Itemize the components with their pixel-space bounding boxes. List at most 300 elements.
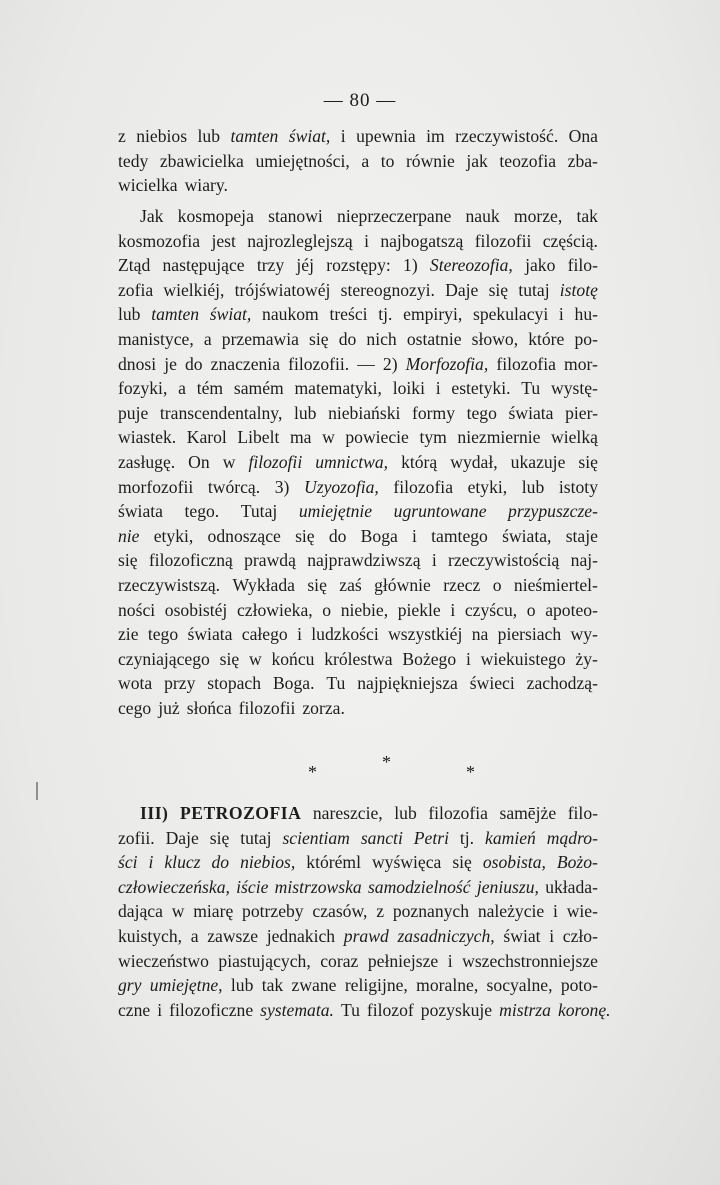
word: niebios bbox=[136, 126, 188, 146]
word: tym bbox=[419, 427, 447, 448]
text-line bbox=[118, 524, 598, 549]
text-line bbox=[118, 998, 611, 1023]
divider-star: * bbox=[308, 762, 317, 782]
word: następujące bbox=[162, 255, 245, 276]
word: Ona bbox=[568, 126, 598, 146]
text-line bbox=[118, 671, 598, 696]
word: III) bbox=[140, 803, 169, 823]
word: a bbox=[203, 328, 212, 349]
word: o bbox=[322, 599, 332, 620]
word: estetyki. bbox=[451, 378, 511, 399]
word: rzecz bbox=[443, 574, 481, 595]
word: zawsze bbox=[207, 925, 259, 946]
word: ugruntowane bbox=[393, 501, 487, 522]
word: fozyki, bbox=[118, 378, 168, 399]
word: moralne, bbox=[416, 975, 479, 996]
word: Bożego bbox=[402, 648, 457, 669]
text-line bbox=[118, 850, 598, 875]
word: filo- bbox=[567, 803, 598, 823]
word: staje bbox=[565, 525, 598, 546]
word: tamten bbox=[230, 126, 279, 146]
word: prawd bbox=[343, 925, 389, 946]
word: osobista, bbox=[482, 852, 546, 873]
word: i bbox=[447, 950, 453, 971]
word: trójświatowéj bbox=[234, 279, 331, 300]
word: formy bbox=[412, 402, 455, 423]
word: układa- bbox=[545, 876, 598, 897]
word: ści bbox=[118, 852, 138, 873]
word: człowieka, bbox=[236, 599, 313, 620]
text-line bbox=[118, 376, 598, 401]
text-line bbox=[118, 499, 598, 524]
word: się bbox=[118, 550, 138, 571]
word: filozofii bbox=[238, 697, 296, 718]
divider-star: * bbox=[466, 762, 475, 782]
word: nieprzeczerpane bbox=[337, 206, 452, 226]
word: rzeczywistszą. bbox=[118, 574, 221, 595]
word: tj. bbox=[378, 304, 393, 325]
word: wicielka bbox=[118, 175, 178, 196]
word: zaś bbox=[339, 574, 362, 595]
text-line bbox=[118, 598, 598, 623]
word: w bbox=[171, 901, 185, 922]
word: wiary. bbox=[184, 175, 228, 196]
word: któréml bbox=[306, 852, 361, 873]
word: i bbox=[553, 901, 558, 922]
word: wota bbox=[118, 673, 153, 694]
word: ludzkości bbox=[311, 624, 379, 645]
word: o bbox=[526, 599, 536, 620]
word: istotę bbox=[559, 279, 598, 300]
word: świata bbox=[187, 624, 233, 645]
word: tj. bbox=[459, 827, 475, 848]
word: tego bbox=[466, 402, 497, 423]
word: czło- bbox=[562, 925, 598, 946]
word: do bbox=[328, 525, 347, 546]
text-line bbox=[118, 647, 598, 672]
text-line bbox=[118, 949, 598, 974]
text-line bbox=[118, 450, 598, 475]
word: zwane bbox=[291, 975, 337, 996]
word: już bbox=[158, 697, 180, 718]
word: pier- bbox=[565, 402, 598, 423]
word: wie- bbox=[566, 901, 598, 922]
word: się bbox=[452, 852, 472, 873]
text-line bbox=[118, 801, 598, 826]
word: zachodzą- bbox=[526, 673, 598, 694]
word: hu- bbox=[574, 304, 598, 325]
word: słońca bbox=[186, 697, 232, 718]
word: znaczenia bbox=[210, 353, 281, 374]
word: świat, bbox=[288, 126, 331, 146]
text-line bbox=[118, 327, 598, 352]
word: Boga. bbox=[272, 673, 315, 694]
word: jeniuszu, bbox=[476, 876, 539, 897]
word: mądro- bbox=[546, 827, 598, 848]
word: prawdą bbox=[244, 550, 296, 571]
word: tém bbox=[196, 378, 224, 399]
word: etyki, bbox=[467, 476, 508, 497]
text-line bbox=[118, 124, 598, 149]
word: tedy bbox=[118, 150, 149, 171]
word: i bbox=[157, 999, 163, 1020]
word: zorza. bbox=[302, 697, 345, 718]
word: Tu bbox=[326, 673, 346, 694]
word: je bbox=[164, 353, 177, 374]
word: PETROZOFIA bbox=[179, 803, 302, 823]
word: filozofia bbox=[393, 476, 453, 497]
word: Jak bbox=[140, 206, 164, 226]
word: Petri bbox=[413, 827, 449, 848]
word: i bbox=[435, 378, 441, 399]
word: zofii. bbox=[118, 827, 155, 848]
word: pełniejsze bbox=[367, 950, 439, 971]
word: 2) bbox=[382, 353, 398, 374]
word: umnictwa, bbox=[315, 451, 389, 472]
word: mistrzowska bbox=[274, 876, 362, 897]
word: do bbox=[185, 353, 203, 374]
text-line bbox=[118, 253, 598, 278]
word: człowieczeńska, bbox=[118, 876, 230, 897]
word: zasługę. bbox=[118, 451, 176, 472]
word: zbawicielka bbox=[159, 150, 244, 171]
word: socyalne, bbox=[486, 975, 553, 996]
word: twórcą. bbox=[207, 476, 261, 497]
word: przypuszcze- bbox=[508, 501, 598, 522]
word: ży- bbox=[575, 648, 598, 669]
word: filozofii. bbox=[288, 353, 350, 374]
paragraph-1 bbox=[118, 124, 598, 198]
word: Tutaj bbox=[240, 501, 278, 522]
word: pozyskuje bbox=[420, 999, 493, 1020]
word: mistrza bbox=[499, 999, 551, 1020]
word: lub bbox=[394, 803, 417, 823]
margin-mark bbox=[36, 782, 38, 800]
word: czyniającego bbox=[118, 648, 210, 669]
word: samējże bbox=[499, 803, 557, 823]
word: i bbox=[431, 550, 437, 571]
word: świat bbox=[503, 925, 541, 946]
word: naukom bbox=[262, 304, 319, 325]
word: upewnia bbox=[356, 126, 416, 146]
word: powiecie bbox=[345, 427, 409, 448]
word: o bbox=[492, 574, 502, 595]
word: jednakich bbox=[266, 925, 336, 946]
word: zasadniczych, bbox=[397, 925, 495, 946]
word: Ztąd bbox=[118, 255, 151, 276]
word: filozofia bbox=[428, 803, 488, 823]
word: świat, bbox=[209, 304, 252, 325]
word: czyścu, bbox=[464, 599, 518, 620]
word: nich bbox=[366, 328, 397, 349]
word: filozofii bbox=[248, 451, 303, 472]
word: z bbox=[376, 901, 385, 922]
word: wielką bbox=[551, 427, 598, 448]
word: Stereozofia, bbox=[429, 255, 513, 276]
text-line bbox=[118, 875, 598, 900]
word: lub bbox=[118, 304, 141, 325]
word: systemata. bbox=[260, 999, 334, 1020]
word: słowo, bbox=[471, 328, 519, 349]
text-line bbox=[118, 204, 598, 229]
word: filozoficzne bbox=[169, 999, 254, 1020]
word: Uzyozofia, bbox=[304, 476, 379, 497]
paragraph-2 bbox=[118, 204, 598, 720]
text-line bbox=[118, 302, 598, 327]
word: wszechstronniejsze bbox=[462, 950, 598, 971]
word: wy- bbox=[570, 624, 598, 645]
word: samodzielność bbox=[367, 876, 471, 897]
word: filozofii bbox=[474, 230, 532, 251]
word: tutaj bbox=[240, 827, 272, 848]
word: to bbox=[380, 150, 395, 171]
word: Bożo- bbox=[556, 852, 598, 873]
word: wieczeństwo bbox=[118, 950, 209, 971]
word: lub bbox=[230, 975, 254, 996]
word: filozoficzną bbox=[148, 550, 233, 571]
word: Tu bbox=[521, 378, 541, 399]
word: stanowi bbox=[268, 206, 323, 226]
word: wiastek. bbox=[118, 427, 177, 448]
text-line bbox=[118, 278, 598, 303]
word: stopach bbox=[207, 673, 262, 694]
word: tego. bbox=[184, 501, 220, 522]
word: jak bbox=[466, 150, 488, 171]
word: gry bbox=[118, 975, 142, 996]
word: Wykłada bbox=[232, 574, 295, 595]
word: wszystkiéj bbox=[388, 624, 463, 645]
word: tamten bbox=[151, 304, 200, 325]
text-line bbox=[118, 899, 598, 924]
word: wiekuistego bbox=[480, 648, 566, 669]
text-line bbox=[118, 973, 598, 998]
word: i bbox=[549, 925, 555, 946]
word: mor- bbox=[564, 353, 598, 374]
word: rzeczywistością bbox=[447, 550, 560, 571]
text-line bbox=[118, 826, 598, 851]
word: się bbox=[578, 451, 598, 472]
text-line bbox=[118, 475, 598, 500]
word: świata bbox=[118, 501, 163, 522]
word: umiejętności, bbox=[255, 150, 350, 171]
word: filozofia bbox=[496, 353, 556, 374]
word: kamień bbox=[485, 827, 536, 848]
word: należycie bbox=[477, 901, 545, 922]
word: transcendentalny, bbox=[159, 402, 283, 423]
text-line bbox=[118, 548, 598, 573]
word: Morfozofia, bbox=[405, 353, 489, 374]
word: kosmopeja bbox=[177, 206, 254, 226]
word: istoty bbox=[558, 476, 598, 497]
word: niebios, bbox=[240, 852, 296, 873]
word: Boga bbox=[360, 525, 398, 546]
word: umiejętne, bbox=[149, 975, 223, 996]
word: którą bbox=[401, 451, 438, 472]
word: się bbox=[309, 328, 329, 349]
word: kuistych, bbox=[118, 925, 183, 946]
word: najprawdziwszą bbox=[307, 550, 421, 571]
word: manistyce, bbox=[118, 328, 194, 349]
word: wielkiéj, bbox=[163, 279, 225, 300]
word: ności bbox=[118, 599, 156, 620]
word: ma bbox=[289, 427, 312, 448]
word: Daje bbox=[445, 279, 479, 300]
word: najrozleglejszą bbox=[247, 230, 353, 251]
text-line bbox=[118, 425, 598, 450]
word: królestwa bbox=[324, 648, 393, 669]
word: które bbox=[528, 328, 565, 349]
word: odnoszące bbox=[207, 525, 281, 546]
word: i bbox=[450, 599, 456, 620]
word: i bbox=[148, 852, 154, 873]
word: się bbox=[295, 525, 315, 546]
word: nie bbox=[118, 525, 140, 546]
word: przemawia bbox=[221, 328, 299, 349]
word: tak bbox=[576, 206, 598, 226]
word: On bbox=[188, 451, 210, 472]
word: świeci bbox=[469, 673, 515, 694]
word: się bbox=[209, 827, 230, 848]
word: treści bbox=[329, 304, 368, 325]
word: lub bbox=[197, 126, 220, 146]
word: tak bbox=[261, 975, 284, 996]
word: częścią. bbox=[542, 230, 598, 251]
word: rozstępy: bbox=[326, 255, 391, 276]
word: zba- bbox=[567, 150, 598, 171]
word: i bbox=[412, 525, 417, 546]
text-line bbox=[118, 229, 598, 254]
word: i bbox=[558, 304, 564, 325]
word: Karol bbox=[186, 427, 227, 448]
word: z bbox=[118, 126, 126, 146]
word: im bbox=[426, 126, 445, 146]
word: poto- bbox=[560, 975, 598, 996]
word: końcu bbox=[271, 648, 315, 669]
word: — bbox=[357, 353, 375, 374]
word: cego bbox=[118, 697, 152, 718]
word: tego bbox=[147, 624, 179, 645]
word: miarę bbox=[193, 901, 234, 922]
word: kosmozofia bbox=[118, 230, 201, 251]
text-line bbox=[118, 401, 598, 426]
page-number: — 80 — bbox=[323, 90, 397, 111]
word: etyki, bbox=[153, 525, 194, 546]
word: piastujących, bbox=[218, 950, 311, 971]
word: jéj bbox=[296, 255, 315, 276]
word: piersiach bbox=[497, 624, 562, 645]
word: tamtego bbox=[431, 525, 488, 546]
word: 1) bbox=[403, 255, 418, 276]
word: na bbox=[471, 624, 489, 645]
word: sancti bbox=[360, 827, 403, 848]
word: świata bbox=[508, 402, 554, 423]
word: naj- bbox=[570, 550, 598, 571]
word: dająca bbox=[118, 901, 163, 922]
text-line bbox=[118, 352, 598, 377]
word: czne bbox=[118, 999, 151, 1020]
word: a bbox=[361, 150, 370, 171]
word: loiki bbox=[392, 378, 425, 399]
word: i bbox=[297, 624, 302, 645]
word: wystę- bbox=[550, 378, 598, 399]
text-line bbox=[118, 149, 598, 174]
word: teozofia bbox=[499, 150, 557, 171]
word: puje bbox=[118, 402, 149, 423]
word: świata, bbox=[502, 525, 552, 546]
word: w bbox=[248, 648, 262, 669]
word: lub bbox=[521, 476, 545, 497]
word: ukazuje bbox=[510, 451, 566, 472]
word: niebiański bbox=[328, 402, 401, 423]
word: wyświęca bbox=[371, 852, 442, 873]
word: samém bbox=[233, 378, 284, 399]
word: piekle bbox=[397, 599, 441, 620]
word: jest bbox=[211, 230, 236, 251]
word: w bbox=[322, 427, 335, 448]
paragraph-3 bbox=[118, 801, 611, 1022]
word: niezmiernie bbox=[457, 427, 541, 448]
word: się bbox=[307, 574, 327, 595]
word: Daje bbox=[165, 827, 199, 848]
word: coraz bbox=[320, 950, 359, 971]
text-line bbox=[118, 924, 598, 949]
word: umiejętnie bbox=[298, 501, 373, 522]
word: wydał, bbox=[450, 451, 498, 472]
word: w bbox=[222, 451, 236, 472]
word: Tu bbox=[340, 999, 360, 1020]
word: i bbox=[364, 230, 369, 251]
word: równie bbox=[405, 150, 455, 171]
word: 3) bbox=[274, 476, 290, 497]
word: najbogatszą bbox=[380, 230, 464, 251]
word: po- bbox=[574, 328, 598, 349]
word: apoteo- bbox=[545, 599, 598, 620]
word: zie bbox=[118, 624, 139, 645]
word: całego bbox=[241, 624, 288, 645]
word: nauk bbox=[465, 206, 500, 226]
word: Libelt bbox=[237, 427, 280, 448]
word: empiryi, bbox=[403, 304, 463, 325]
text-line bbox=[118, 622, 598, 647]
word: i bbox=[465, 648, 471, 669]
word: religijne, bbox=[344, 975, 408, 996]
word: koronę. bbox=[557, 999, 611, 1020]
word: iście bbox=[236, 876, 269, 897]
word: spekulacyi bbox=[472, 304, 549, 325]
word: nieśmiertel- bbox=[513, 574, 598, 595]
word: i bbox=[340, 126, 346, 146]
section-divider-stars bbox=[300, 752, 500, 792]
divider-star: * bbox=[382, 752, 391, 772]
word: najpiękniejsza bbox=[357, 673, 458, 694]
word: głównie bbox=[374, 574, 431, 595]
text-line bbox=[118, 173, 598, 198]
word: rzeczywistość. bbox=[455, 126, 559, 146]
text-line bbox=[118, 696, 598, 721]
word: filo- bbox=[567, 255, 598, 276]
word: morfozofii bbox=[118, 476, 194, 497]
word: tutaj bbox=[518, 279, 550, 300]
word: zofia bbox=[118, 279, 154, 300]
word: się bbox=[219, 648, 240, 669]
word: matematyki, bbox=[294, 378, 382, 399]
word: stereognozyi. bbox=[340, 279, 435, 300]
word: poznanych bbox=[392, 901, 470, 922]
word: czasów, bbox=[312, 901, 368, 922]
word: trzy bbox=[256, 255, 285, 276]
word: do bbox=[338, 328, 357, 349]
word: dnosi bbox=[118, 353, 157, 374]
